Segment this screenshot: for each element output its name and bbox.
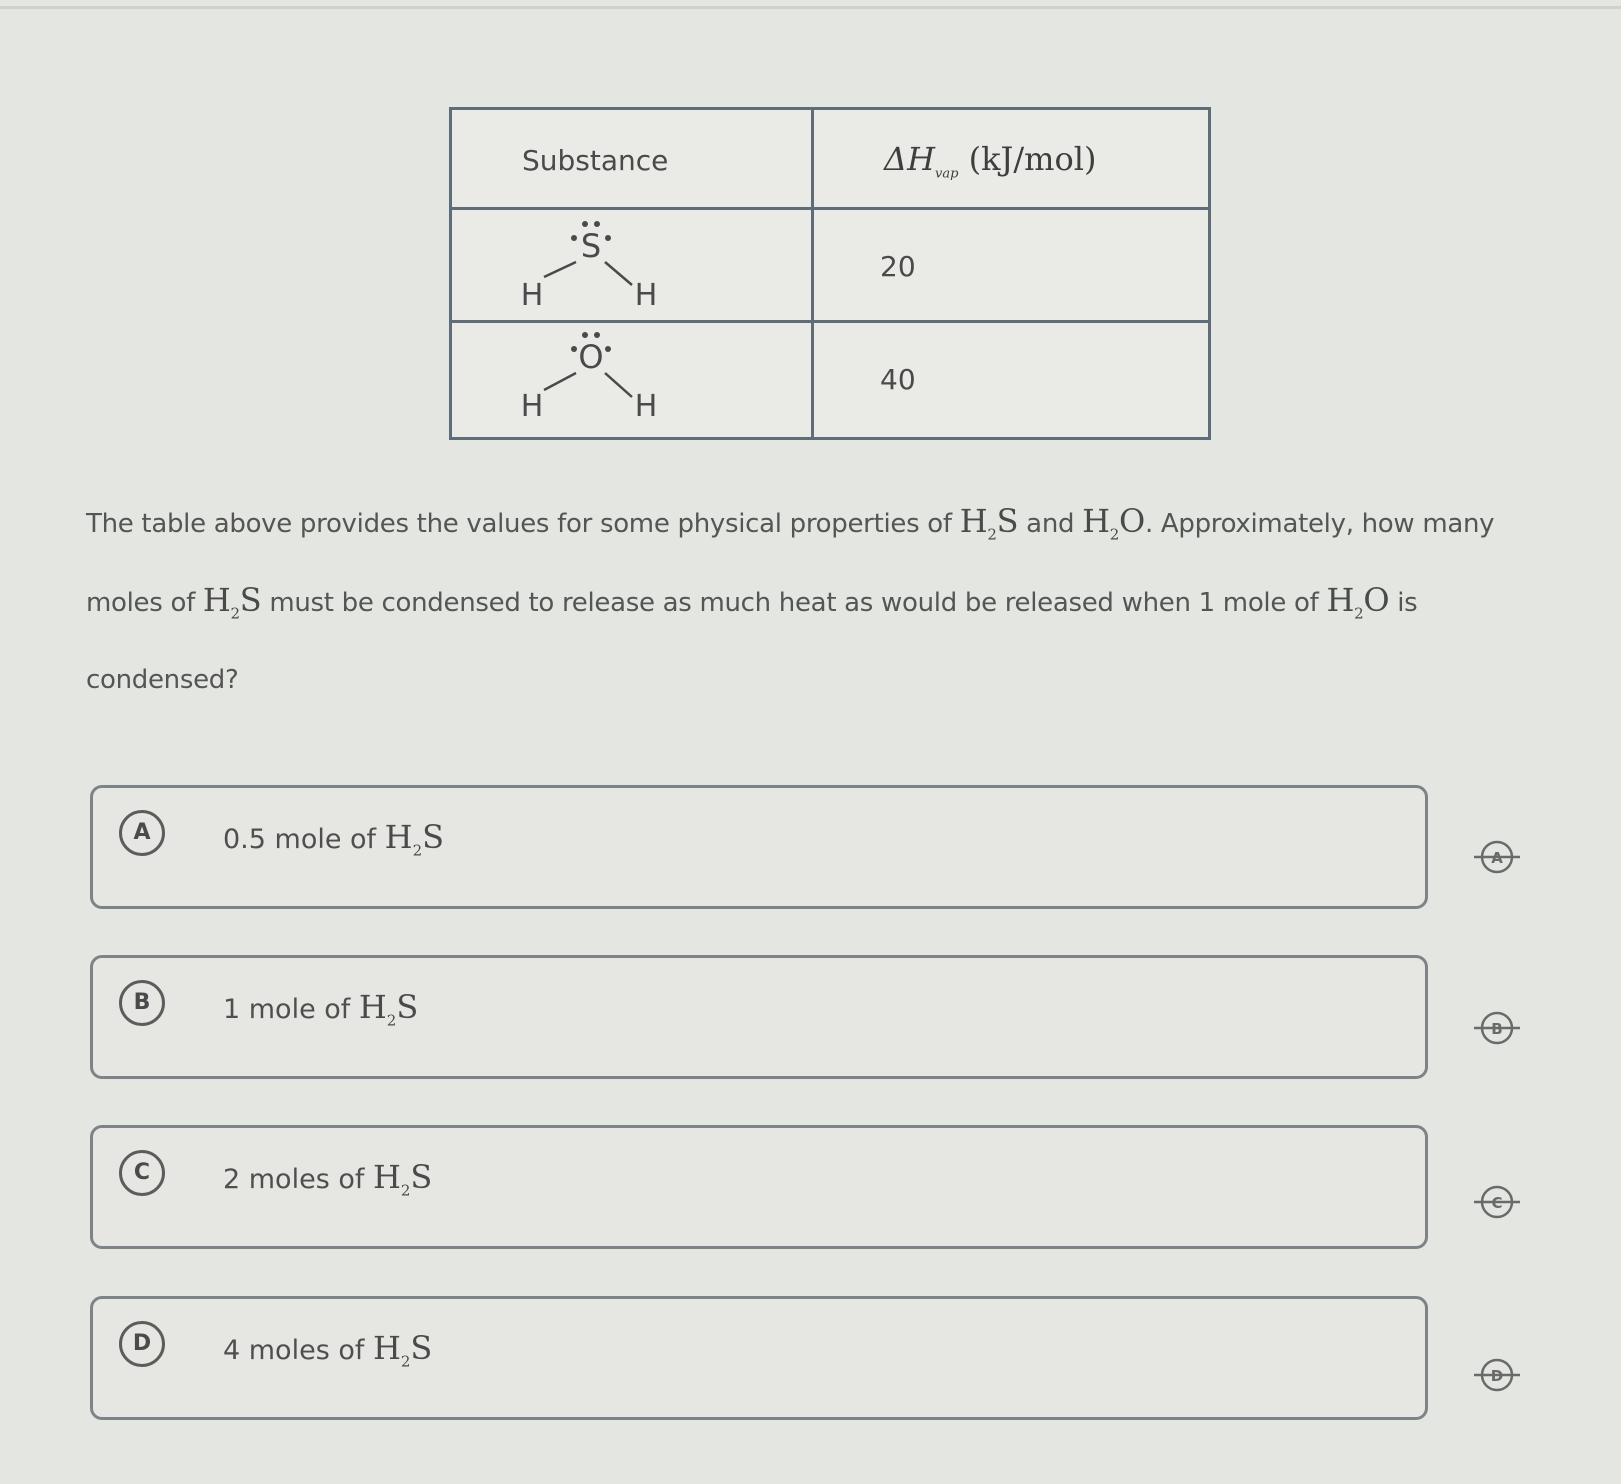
delta-h-symbol: ΔH	[884, 140, 936, 178]
strike-letter: A	[1491, 849, 1503, 867]
formula-h2s	[384, 818, 445, 860]
molecule-cell-h2o	[452, 323, 814, 437]
h2o-lewis-structure	[452, 323, 812, 433]
top-divider	[0, 6, 1621, 9]
choice-letter-badge: D	[119, 1321, 165, 1367]
answer-choice-d[interactable]	[90, 1296, 1428, 1420]
strikethrough-icon	[1472, 832, 1522, 882]
answer-choice-a[interactable]	[90, 785, 1428, 909]
formula-element: H	[384, 818, 413, 856]
formula-h2s	[202, 581, 262, 623]
properties-table	[449, 107, 1211, 440]
formula-element: H	[372, 1329, 401, 1367]
strikethrough-d-button[interactable]	[1472, 1350, 1522, 1400]
formula-subscript: 2	[987, 525, 997, 544]
formula-subscript: 2	[1109, 525, 1120, 544]
choice-letter-badge: B	[119, 980, 165, 1026]
strikethrough-icon	[1472, 1003, 1522, 1053]
strikethrough-a-button[interactable]	[1472, 832, 1522, 882]
hydrogen-right-label: H	[634, 278, 658, 313]
formula-element: H	[372, 1158, 401, 1196]
enthalpy-header-label	[884, 140, 1096, 181]
choice-label: 0.5 mole of	[223, 824, 385, 855]
h2s-enthalpy-value: 20	[880, 250, 916, 283]
formula-h2s	[959, 502, 1019, 544]
choice-text	[223, 988, 418, 1029]
h2o-enthalpy-value: 40	[880, 363, 916, 396]
substance-header-label: Substance	[522, 144, 669, 177]
formula-subscript: 2	[400, 1181, 411, 1200]
formula-element: S	[396, 988, 419, 1026]
hydrogen-left-label: H	[520, 389, 544, 424]
units-label: (kJ/mol)	[968, 140, 1097, 178]
question-text-2: and	[1018, 509, 1083, 539]
choice-text	[223, 818, 444, 859]
answer-choice-b[interactable]	[90, 955, 1428, 1079]
formula-element: O	[1363, 581, 1390, 620]
formula-subscript: 2	[412, 841, 423, 860]
choice-letter-badge: A	[119, 810, 165, 856]
formula-h2s	[372, 1158, 433, 1200]
formula-element: H	[1326, 581, 1355, 620]
question-text-3: . Approximately, how many moles of	[86, 509, 1495, 619]
strike-letter: C	[1491, 1194, 1503, 1212]
formula-element: H	[358, 988, 387, 1026]
choice-text	[223, 1158, 432, 1199]
formula-element: S	[422, 818, 445, 856]
formula-subscript: 2	[230, 604, 240, 623]
formula-h2s	[358, 988, 419, 1030]
strikethrough-c-button[interactable]	[1472, 1177, 1522, 1227]
formula-element: S	[410, 1329, 433, 1367]
table-header-enthalpy	[814, 110, 1208, 210]
formula-element: S	[239, 581, 262, 620]
strikethrough-icon	[1472, 1177, 1522, 1227]
hydrogen-right-label: H	[634, 389, 658, 424]
formula-element: H	[959, 502, 988, 540]
value-cell-h2o	[814, 323, 1208, 437]
formula-element: S	[996, 502, 1019, 540]
formula-element: S	[410, 1158, 433, 1196]
delta-h-subscript: vap	[935, 166, 959, 182]
choice-label: 1 mole of	[223, 994, 359, 1025]
value-cell-h2s	[814, 210, 1208, 323]
formula-subscript: 2	[386, 1011, 397, 1030]
strike-letter: D	[1490, 1367, 1504, 1385]
choice-label: 4 moles of	[223, 1335, 373, 1366]
question-text-1: The table above provides the values for some physical properties of	[86, 509, 960, 539]
choice-label: 2 moles of	[223, 1164, 373, 1195]
question-text-4: must be condensed to release as much heat as would be released when 1 mole of	[261, 588, 1327, 619]
strike-letter: B	[1491, 1020, 1503, 1038]
question-text-5: is condensed?	[86, 588, 1418, 695]
formula-h2s	[372, 1329, 433, 1371]
formula-h2o	[1326, 581, 1390, 623]
choice-text	[223, 1329, 432, 1370]
formula-subscript: 2	[1354, 604, 1364, 623]
sulfur-atom-label: S	[580, 227, 602, 265]
formula-element: H	[202, 581, 231, 620]
formula-h2o	[1082, 502, 1145, 544]
formula-subscript: 2	[400, 1352, 411, 1371]
formula-element: H	[1082, 502, 1110, 540]
answer-choice-c[interactable]	[90, 1125, 1428, 1249]
formula-element: O	[1119, 502, 1145, 540]
h2s-lewis-structure	[452, 210, 812, 320]
strikethrough-icon	[1472, 1350, 1522, 1400]
oxygen-atom-label: O	[578, 338, 604, 376]
molecule-cell-h2s	[452, 210, 814, 323]
question-stem	[86, 488, 1556, 713]
choice-letter-badge: C	[119, 1150, 165, 1196]
strikethrough-b-button[interactable]	[1472, 1003, 1522, 1053]
table-header-substance	[452, 110, 814, 210]
hydrogen-left-label: H	[520, 278, 544, 313]
